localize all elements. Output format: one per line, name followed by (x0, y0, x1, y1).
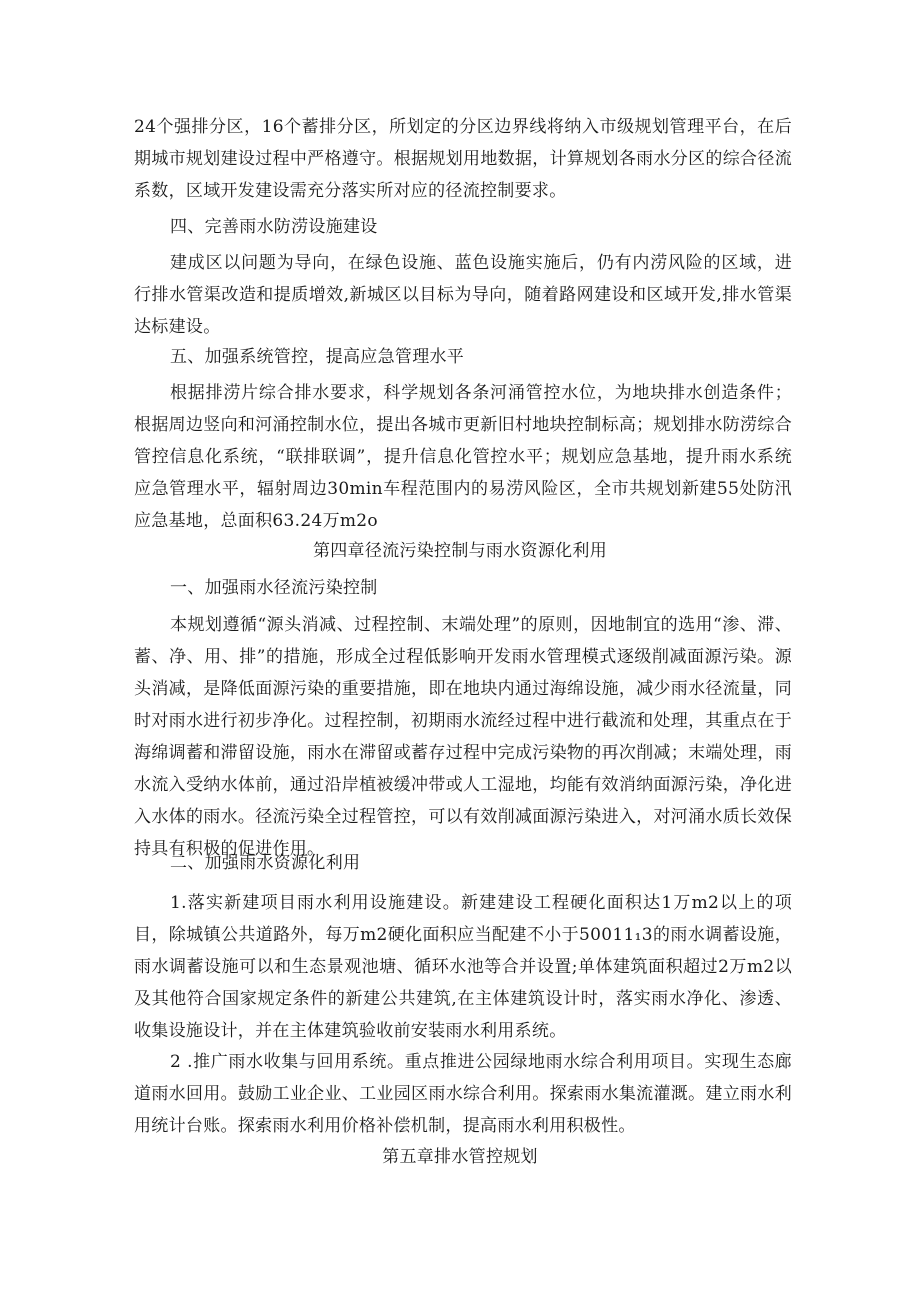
paragraph-rainwater-collection-reuse: 2 .推广雨水收集与回用系统。重点推进公园绿地雨水综合利用项目。实现生态廊道雨水回用。鼓励工业企业、工业园区雨水综合利用。探索雨水集流灌溉。建立雨水利用统计台账。探索雨水利用价格补偿机制，提高雨水利用积极性。 (134, 1052, 792, 1136)
section-heading-runoff-pollution-control: 一、加强雨水径流污染控制 (170, 578, 378, 598)
paragraph-new-project-rainwater-facilities: 1.落实新建项目雨水利用设施建设。新建建设工程硬化面积达1万m2以上的项目，除城镇公共道路外，每万m2硬化面积应当配建不小于50011₁3的雨水调蓄设施，雨水调蓄设施可以和生态景观池塘、循环水池等合并设置;单体建筑面积超过2万m2以及其他符合国家规定条件的新建公共建筑,在主体建筑设计时，落实雨水净化、渗透、收集设施设计，并在主体建筑验收前安装雨水利用系统。 (134, 893, 792, 1041)
section-heading-flood-facilities: 四、完善雨水防涝设施建设 (170, 217, 378, 237)
section-heading-system-control: 五、加强系统管控，提高应急管理水平 (170, 347, 465, 367)
chapter-title-drainage-control: 第五章排水管控规划 (382, 1147, 538, 1167)
paragraph-flood-facilities: 建成区以问题为导向，在绿色设施、蓝色设施实施后，仍有内涝风险的区域，进行排水管渠改造和提质增效,新城区以目标为导向，随着路网建设和区域开发,排水管渠达标建设。 (134, 253, 792, 337)
chapter-title-runoff-pollution: 第四章径流污染控制与雨水资源化利用 (312, 541, 608, 561)
paragraph-zoning-summary: 24个强排分区，16个蓄排分区，所划定的分区边界线将纳入市级规划管理平台，在后期城市规划建设过程中严格遵守。根据规划用地数据，计算规划各雨水分区的综合径流系数，区域开发建设需充分落实所对应的径流控制要求。 (134, 117, 792, 201)
paragraph-system-control: 根据排涝片综合排水要求，科学规划各条河涌管控水位，为地块排水创造条件；根据周边竖向和河涌控制水位，提出各城市更新旧村地块控制标高；规划排水防涝综合管控信息化系统，“联排联调”，提升信息化管控水平；规划应急基地，提升雨水系统应急管理水平，辐射周边30min车程范围内的易涝风险区，全市共规划新建55处防汛应急基地，总面积63.24万m2o (134, 383, 792, 531)
section-heading-rainwater-utilization: 二、加强雨水资源化利用 (170, 853, 361, 873)
paragraph-runoff-pollution-control: 本规划遵循“源头消减、过程控制、末端处理”的原则，因地制宜的选用“渗、滞、蓄、净、用、排”的措施，形成全过程低影响开发雨水管理模式逐级削减面源污染。源头消减，是降低面源污染的重要措施，即在地块内通过海绵设施，减少雨水径流量，同时对雨水进行初步净化。过程控制，初期雨水流经过程中进行截流和处理，其重点在于海绵调蓄和滞留设施，雨水在滞留或蓄存过程中完成污染物的再次削减；末端处理，雨水流入受纳水体前，通过沿岸植被缓冲带或人工湿地，均能有效消纳面源污染，净化进入水体的雨水。径流污染全过程管控，可以有效削减面源污染进入，对河涌水质长效保持具有积极的促进作用。 (134, 615, 792, 859)
